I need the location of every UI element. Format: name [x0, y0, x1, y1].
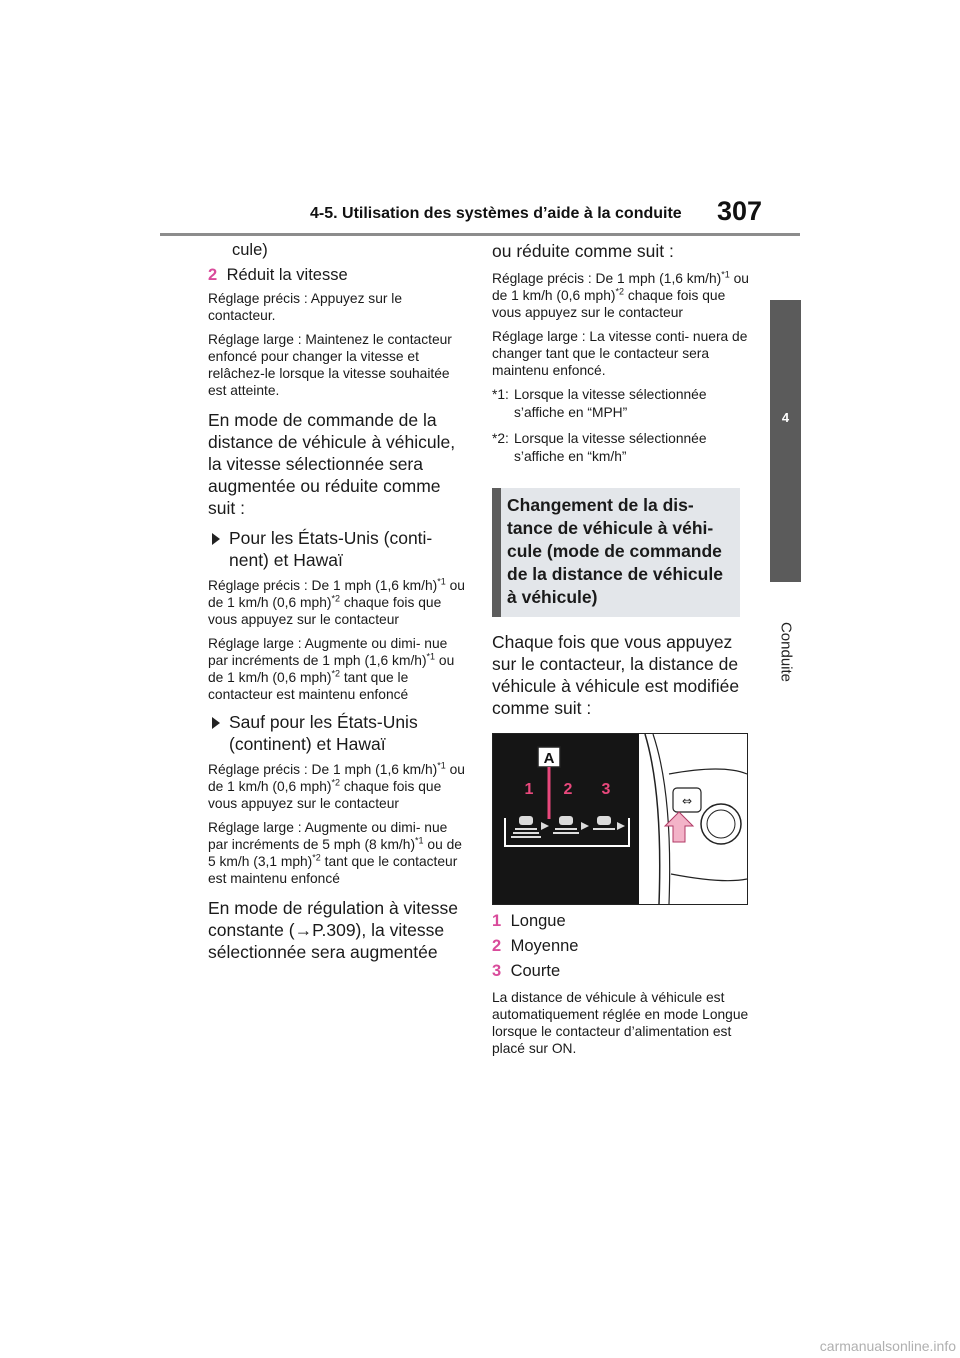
right-column [492, 240, 754, 1064]
item-label: Réduit la vitesse [226, 266, 348, 284]
page-number: 307 [717, 196, 763, 226]
footnote-ref: *1 [437, 576, 446, 587]
chapter-tab-number: 4 [781, 410, 790, 425]
list-item [492, 961, 754, 981]
fine-adjust-text: Réglage précis : De 1 mph (1,6 km/h)$^{*1}$ ou de 1 km/h (0,6 mph)$^{*2}$ chaque fois que vous appuyez sur le contacteur [492, 269, 749, 320]
footnote-ref: *2 [331, 777, 340, 788]
item-number: 2 [208, 266, 218, 284]
section-title: 4-5. Utilisation des systèmes d’aide à la conduite [310, 205, 682, 222]
fine-adjust-text: Réglage précis : De 1 mph (1,6 km/h)$^{*1}$ ou de 1 km/h (0,6 mph)$^{*2}$ chaque fois que vous appuyez sur le contacteur [208, 760, 465, 811]
distance-number-1: 1 [524, 781, 534, 798]
item-number: 2 [492, 937, 502, 955]
distance-switch-figure [492, 733, 748, 905]
footnote-text: Lorsque la vitesse sélectionnée s’affiche en “km/h” [514, 431, 707, 464]
footnote-ref: *2 [312, 852, 321, 863]
steering-wheel-rim [645, 734, 660, 904]
footnote-ref: *1 [415, 835, 424, 846]
triangle-bullet-icon [212, 533, 220, 545]
figure-illustration [493, 734, 747, 904]
section-heading-box: Changement de la dis- tance de véhicule à véhi- cule (mode de commande de la distance de véhicule à véhicule) [492, 488, 740, 617]
fine-adjust-text: Réglage précis : Appuyez sur le contacteur. [208, 291, 403, 323]
list-item [492, 911, 754, 931]
coarse-adjust-text: Réglage large : Augmente ou dimi- nue par incréments de 5 mph (8 km/h)$^{*1}$ ou de 5 km/h (3,1 mph)$^{*2}$ tant que le contacteur est maintenu enfoncé [208, 820, 462, 886]
triangle-bullet-icon [212, 717, 220, 729]
left-column [208, 240, 470, 967]
chapter-tab[interactable] [770, 300, 801, 582]
distance-number-3: 3 [601, 781, 611, 798]
list-item [492, 936, 754, 956]
coarse-adjust-text: Réglage large : Maintenez le contacteur enfoncé pour changer la vitesse et relâchez-le lorsque la vitesse souhaitée est atteinte. [208, 332, 452, 398]
distance-number-2: 2 [563, 781, 573, 798]
item-label: Courte [510, 962, 561, 980]
footnote-text: Lorsque la vitesse sélectionnée s’affiche en “MPH” [514, 387, 707, 420]
callout-a-label: A [543, 750, 555, 767]
item-number: 3 [492, 962, 502, 980]
item-number: 1 [492, 912, 502, 930]
continued-text: ou réduite comme suit : [492, 241, 674, 261]
footnote-ref: *1 [426, 651, 436, 662]
header-rule [160, 233, 800, 236]
chapter-tab-label: Conduite [777, 621, 795, 683]
footnote [492, 430, 754, 466]
continued-text: cule) [232, 241, 268, 259]
fine-adjust-text: Réglage précis : De 1 mph (1,6 km/h)$^{*1}$ ou de 1 km/h (0,6 mph)$^{*2}$ chaque fois que vous appuyez sur le contacteur [208, 576, 465, 627]
footnote-ref: *2 [615, 286, 624, 297]
watermark: carmanualsonline.info [819, 1338, 956, 1354]
footnote [492, 386, 754, 422]
footnote-ref: *1 [721, 269, 730, 280]
distance-switch-icon: ⇔ [681, 794, 693, 808]
footnote-mark: *2: [492, 431, 509, 446]
paragraph: En mode de régulation à vitesse constante (→P.309), la vitesse sélectionnée sera augmentée [208, 898, 459, 962]
item-label: Moyenne [510, 937, 579, 955]
footnote-ref: *2 [331, 668, 340, 679]
footnote-ref: *2 [331, 593, 340, 604]
paragraph: En mode de commande de la distance de véhicule à véhicule, la vitesse sélectionnée sera augmentée ou réduite comme suit : [208, 410, 456, 518]
coarse-adjust-text: Réglage large : Augmente ou dimi- nue par incréments de 1 mph (1,6 km/h)$^{*1}$ ou de 1 km/h (0,6 mph)$^{*2}$ tant que le contacteur est maintenu enfoncé [208, 636, 455, 702]
footnote-ref: *1 [437, 760, 446, 771]
footnote-mark: *1: [492, 387, 509, 402]
bullet-text: Sauf pour les États-Unis (continent) et Hawaï [229, 712, 418, 754]
bullet-text: Pour les États-Unis (conti- nent) et Hawaï [229, 528, 433, 570]
bullet-heading [208, 527, 470, 571]
note-text: La distance de véhicule à véhicule est automatiquement réglée en mode Longue lorsque le contacteur d’alimentation est placé sur ON. [492, 990, 749, 1056]
item-label: Longue [510, 912, 566, 930]
list-item [208, 265, 470, 285]
paragraph: Chaque fois que vous appuyez sur le contacteur, la distance de véhicule à véhicule est modifiée comme suit : [492, 632, 740, 718]
bullet-heading [208, 711, 470, 755]
coarse-adjust-text: Réglage large : La vitesse conti- nuera de changer tant que le contacteur sera maintenu enfoncé. [492, 329, 748, 378]
